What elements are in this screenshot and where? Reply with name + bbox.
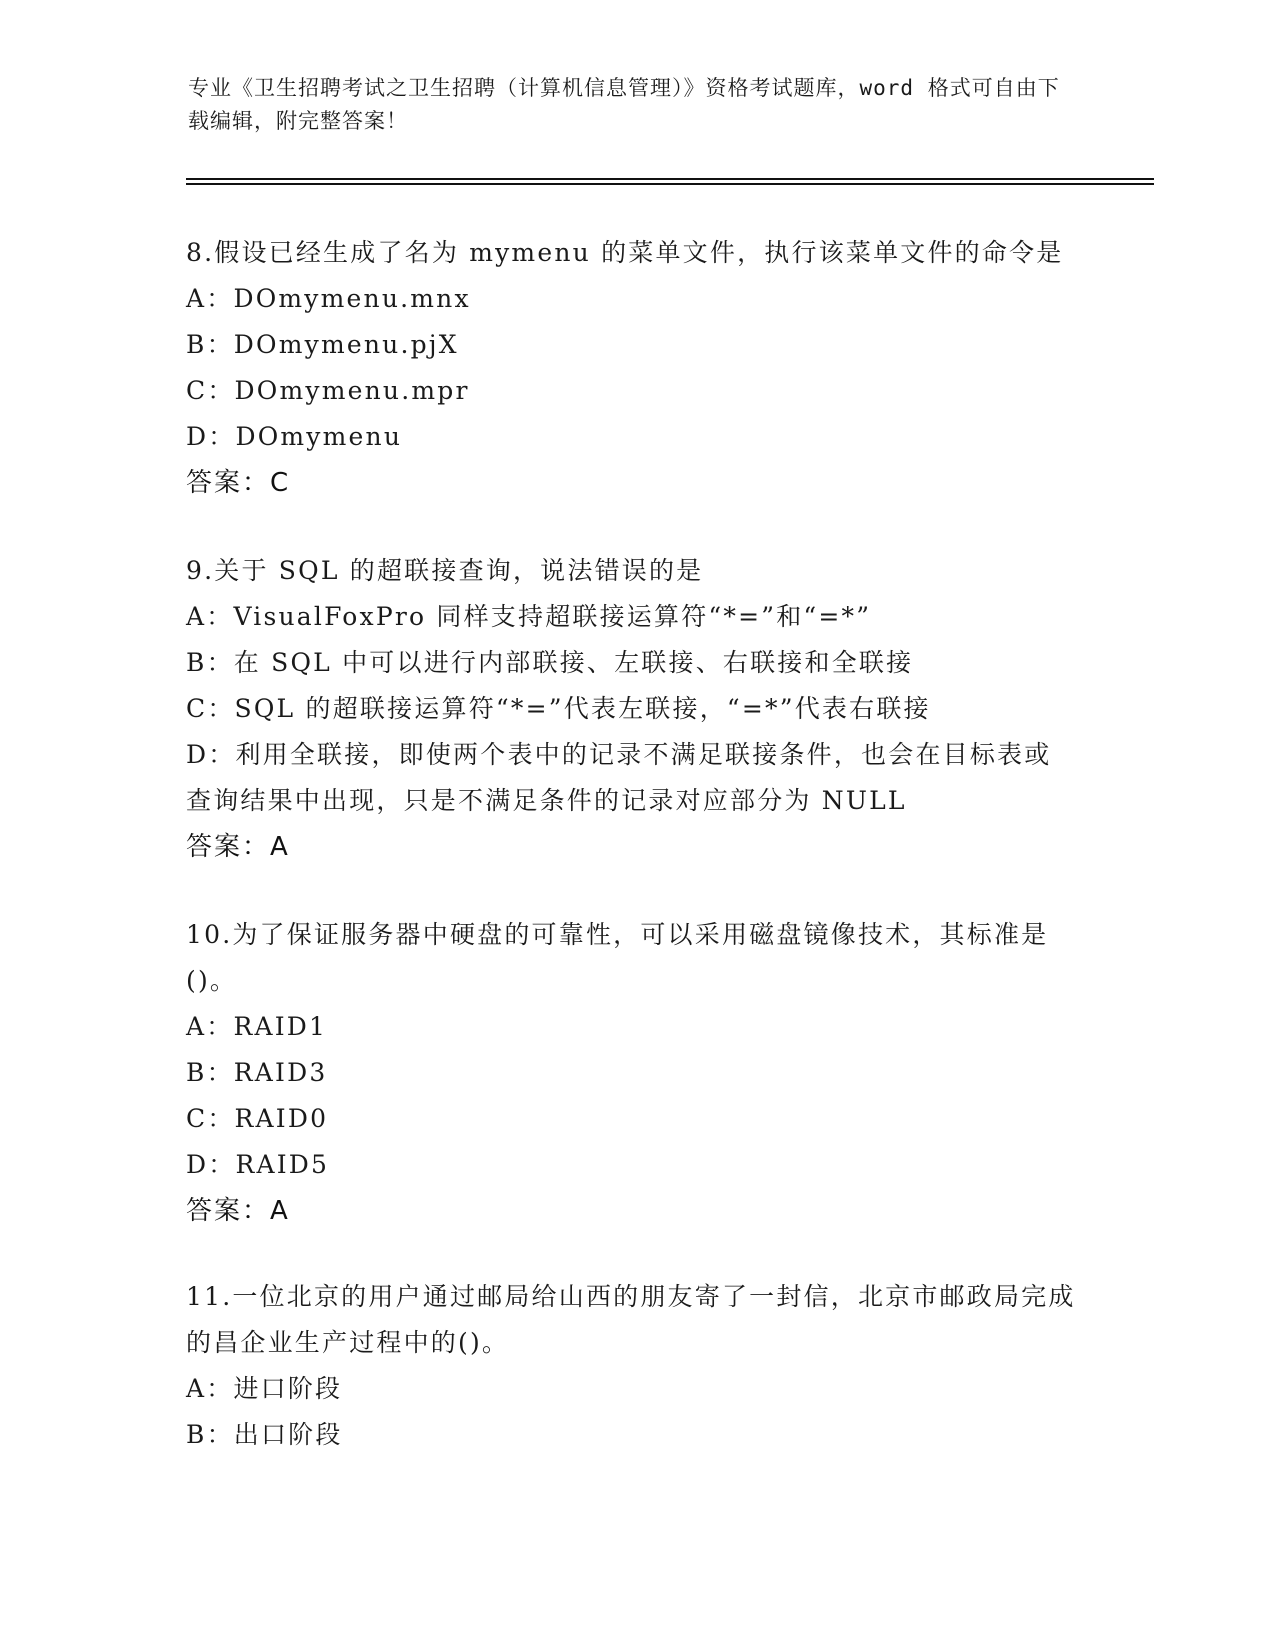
question-stem: 10.为了保证服务器中硬盘的可靠性，可以采用磁盘镜像技术，其标准是()。 bbox=[186, 920, 1049, 995]
option-d: D：RAID5 bbox=[186, 1150, 330, 1179]
answer-label: 答案：A bbox=[186, 832, 290, 862]
option-b: B：DOmymenu.pjX bbox=[186, 330, 459, 359]
question-stem: 11.一位北京的用户通过邮局给山西的朋友寄了一封信，北京市邮政局完成的昌企业生产过程中的()。 bbox=[186, 1282, 1076, 1357]
question-stem: 9.关于 SQL 的超联接查询，说法错误的是 bbox=[186, 556, 704, 585]
option-b: B：出口阶段 bbox=[186, 1420, 343, 1449]
option-a: A：VisualFoxPro 同样支持超联接运算符“*=”和“=*” bbox=[186, 602, 872, 631]
question-9 bbox=[186, 548, 1076, 870]
option-d: D：利用全联接，即使两个表中的记录不满足联接条件，也会在目标表或查询结果中出现，只是不满足条件的记录对应部分为 NULL bbox=[186, 740, 1052, 815]
question-10 bbox=[186, 912, 1076, 1234]
option-b: B：在 SQL 中可以进行内部联接、左联接、右联接和全联接 bbox=[186, 648, 914, 677]
question-8 bbox=[186, 230, 1076, 506]
question-stem: 8.假设已经生成了名为 mymenu 的菜单文件，执行该菜单文件的命令是 bbox=[186, 238, 1064, 267]
header-note: 专业《卫生招聘考试之卫生招聘（计算机信息管理）》资格考试题库，word 格式可自由下载编辑，附完整答案！ bbox=[188, 76, 1060, 133]
header-divider-bottom bbox=[186, 183, 1154, 185]
header-divider-top bbox=[186, 178, 1154, 180]
option-a: A：RAID1 bbox=[186, 1012, 328, 1041]
option-c: C：SQL 的超联接运算符“*=”代表左联接，“=*”代表右联接 bbox=[186, 694, 931, 723]
option-c: C：DOmymenu.mpr bbox=[186, 376, 470, 405]
option-d: D：DOmymenu bbox=[186, 422, 403, 451]
answer-label: 答案：A bbox=[186, 1196, 290, 1226]
answer-label: 答案：C bbox=[186, 468, 291, 498]
option-a: A：DOmymenu.mnx bbox=[186, 284, 471, 313]
option-b: B：RAID3 bbox=[186, 1058, 328, 1087]
question-11 bbox=[186, 1274, 1076, 1458]
option-c: C：RAID0 bbox=[186, 1104, 329, 1133]
option-a: A：进口阶段 bbox=[186, 1374, 343, 1403]
